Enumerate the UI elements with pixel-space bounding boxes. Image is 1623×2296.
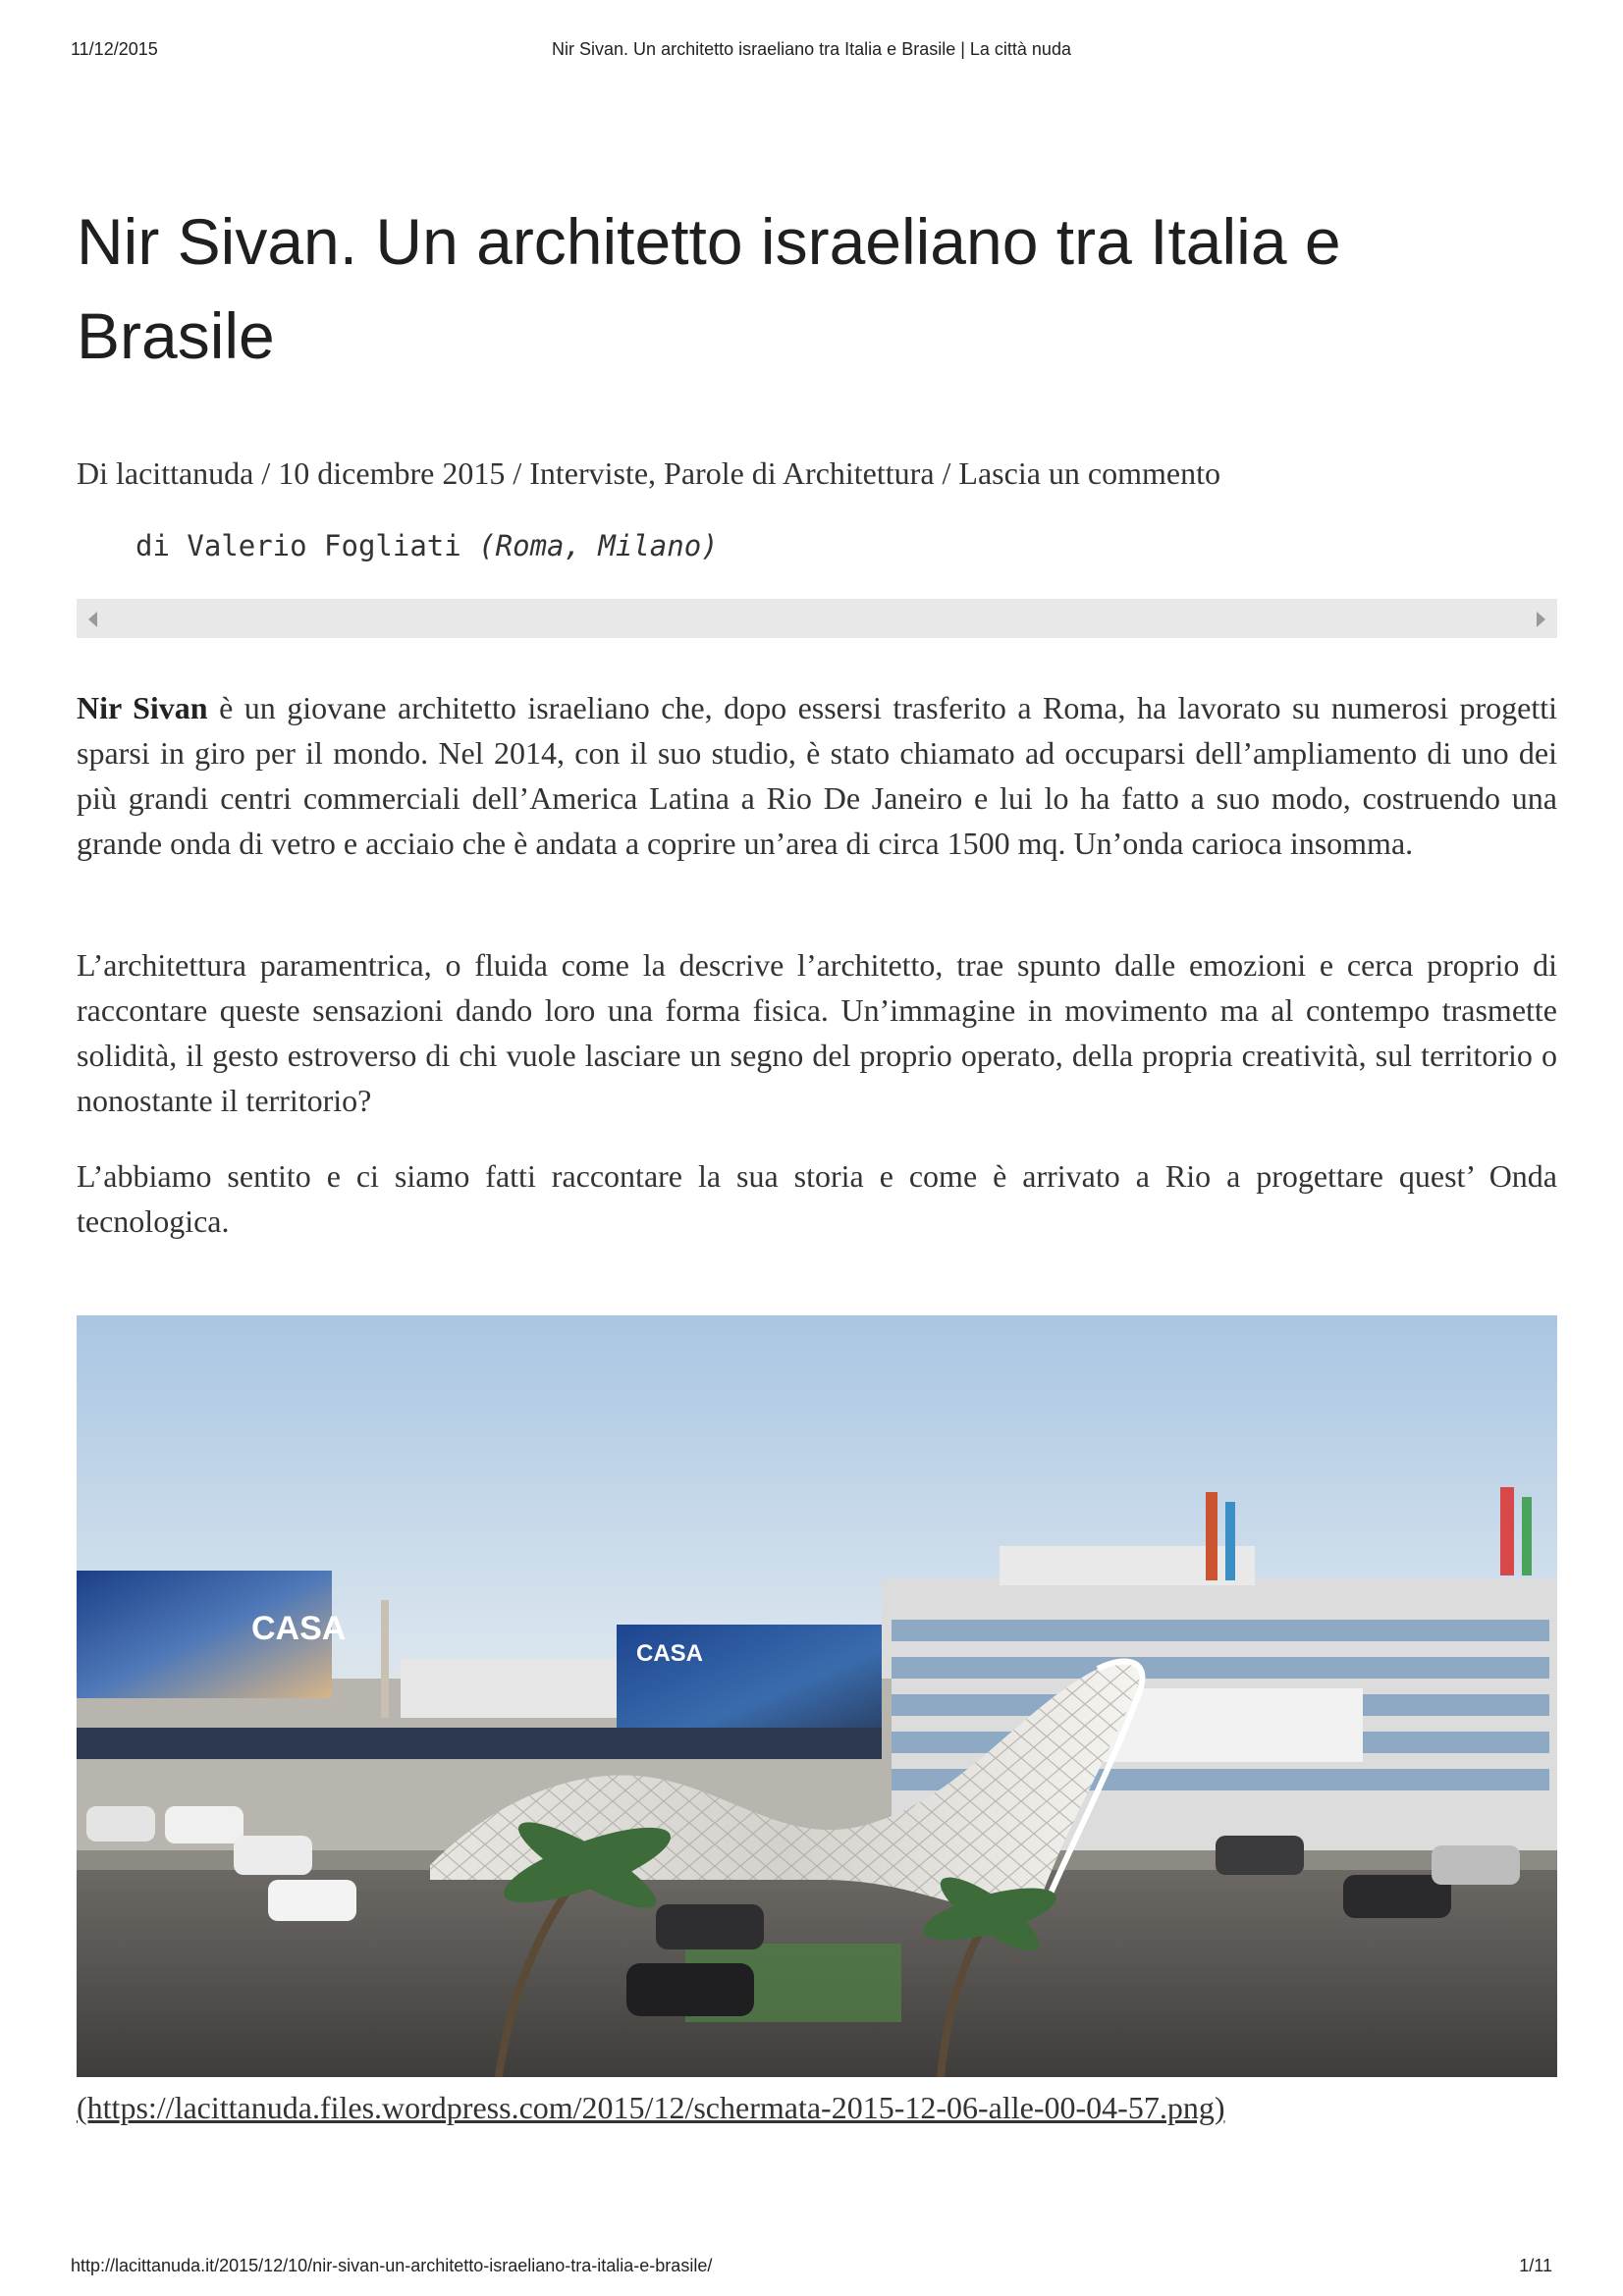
byline-code-block bbox=[77, 520, 1557, 638]
print-footer bbox=[0, 2256, 1623, 2281]
post-meta bbox=[77, 454, 1549, 493]
paragraph-2: L’architettura paramentrica, o fluida come la descrive l’architetto, trae spunto dalle emozioni e cerca proprio di raccontare queste sensazioni dando loro una forma fisica. Un’immagine in movimento ma al contempo trasmette solidità, il gesto estroverso di chi vuole lasciare un segno del proprio operato, della propria creatività, sul territorio o nonostante il territorio? bbox=[77, 947, 1557, 1118]
paragraph-3: L’abbiamo sentito e ci siamo fatti raccontare la sua storia e come è arrivato a Rio a progettare quest’ Onda tecnologica. bbox=[77, 1158, 1557, 1239]
print-date: 11/12/2015 bbox=[71, 39, 158, 59]
meta-separator: / bbox=[934, 455, 959, 491]
article-photo[interactable] bbox=[77, 1315, 1557, 2077]
photo-illustration bbox=[77, 1315, 1557, 2077]
scroll-left-icon[interactable] bbox=[88, 612, 97, 627]
billboard-right-text: CASA bbox=[636, 1640, 704, 1667]
print-page-title: Nir Sivan. Un architetto israeliano tra Italia e Brasile | La città nuda bbox=[552, 39, 1071, 59]
meta-separator: / bbox=[253, 455, 279, 491]
meta-by: Di bbox=[77, 455, 108, 491]
meta-separator: / bbox=[505, 455, 530, 491]
byline-location: (Roma, Milano) bbox=[478, 529, 719, 562]
categories-link[interactable]: Interviste, Parole di Architettura bbox=[529, 455, 935, 491]
print-header bbox=[0, 39, 1623, 65]
image-source-link[interactable]: (https://lacittanuda.files.wordpress.com/2015/12/schermata-2015-12-06-alle-00-04-57.png) bbox=[77, 2090, 1225, 2125]
page-title: Nir Sivan. Un architetto israeliano tra Italia e Brasile bbox=[77, 205, 1341, 372]
billboard-left-text: CASA bbox=[251, 1610, 347, 1647]
byline bbox=[135, 526, 719, 565]
print-url: http://lacittanuda.it/2015/12/10/nir-sivan-un-architetto-israeliano-tra-italia-e-brasile/ bbox=[71, 2256, 713, 2275]
comment-link[interactable]: Lascia un commento bbox=[958, 455, 1220, 491]
print-page-number: 1/11 bbox=[1519, 2256, 1552, 2275]
scroll-right-icon[interactable] bbox=[1537, 612, 1545, 627]
byline-author: di Valerio Fogliati bbox=[135, 529, 479, 562]
post-date-link[interactable]: 10 dicembre 2015 bbox=[278, 455, 506, 491]
paragraph-text: è un giovane architetto israeliano che, dopo essersi trasferito a Roma, ha lavorato su numerosi progetti sparsi in giro per il mondo. Nel 2014, con il suo studio, è stato chiamato ad occuparsi dell’ampliamento di uno dei più grandi centri commerciali dell’America Latina a Rio De Janeiro e lui lo ha fatto a suo modo, costruendo una grande onda di vetro e acciaio che è andata a coprire un’area di circa 1500 mq. Un’onda carioca insomma. bbox=[77, 690, 1558, 861]
paragraph-1 bbox=[77, 685, 1557, 866]
author-link[interactable]: lacittanuda bbox=[116, 455, 254, 491]
paragraph-lead: Nir Sivan bbox=[77, 690, 208, 725]
horizontal-scrollbar[interactable] bbox=[77, 599, 1557, 638]
